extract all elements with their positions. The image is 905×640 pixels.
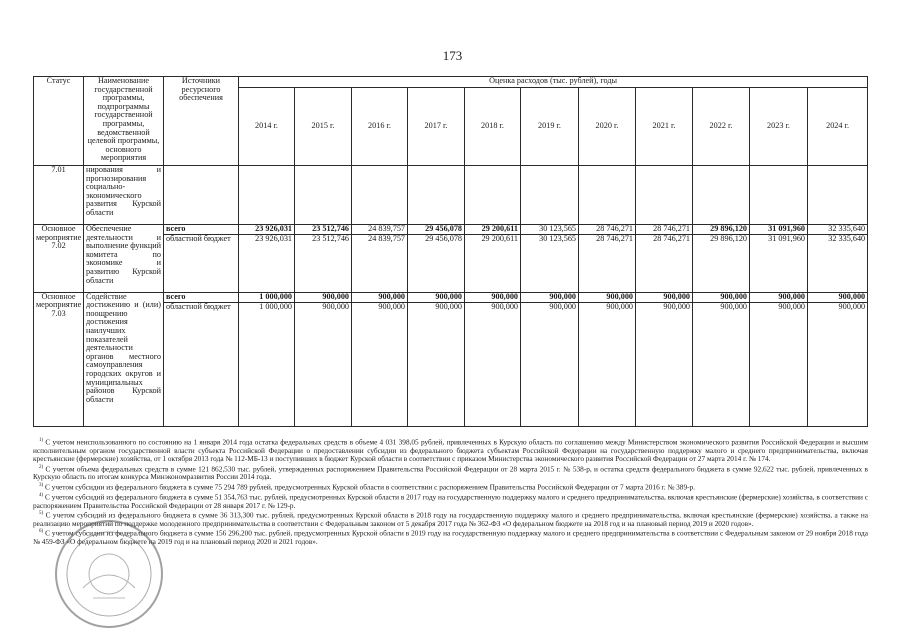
row-name: нирования и прогнозирования социально-экономического развития Курской области	[84, 166, 164, 225]
header-year: 2019 г.	[521, 88, 579, 166]
table-cell: 31 091,960	[750, 234, 808, 292]
table-cell: 900,000	[579, 302, 636, 426]
table-cell: 900,000	[465, 302, 521, 426]
header-year: 2015 г.	[295, 88, 352, 166]
table-cell: 900,000	[465, 292, 521, 302]
table-cell: 30 123,565	[521, 234, 579, 292]
header-status: Статус	[34, 77, 84, 166]
table-cell: 900,000	[808, 292, 868, 302]
table-cell: 28 746,271	[579, 234, 636, 292]
header-year: 2023 г.	[750, 88, 808, 166]
table-cell: 30 123,565	[521, 225, 579, 235]
table-cell: 900,000	[579, 292, 636, 302]
table-cell: 900,000	[408, 302, 465, 426]
table-cell: 28 746,271	[636, 225, 693, 235]
seal-stamp	[53, 518, 165, 630]
row-name: Содействие достижению и (или) поощрению достижения наилучших показателей деятельности органов местного самоуправления городских округов и муниципальных районов Курской области	[84, 292, 164, 426]
table-row	[34, 225, 868, 235]
table-cell: 29 200,611	[465, 234, 521, 292]
footnote: $^{4)}$ С учетом субсидий из федерального бюджета в сумме 51 354,763 тыс. рублей, предусмотренных Курской области в 2017 году на государственную поддержку малого и среднего предпринимательства, включая крестьянские (фермерские) хозяйства, в соответствии с распоряжением Правительства Российской Федерации от 28 января 2017 г. № 129-р.	[33, 492, 868, 510]
table-row	[34, 292, 868, 302]
table-cell: 900,000	[352, 302, 408, 426]
table-cell: 900,000	[636, 302, 693, 426]
header-year: 2022 г.	[693, 88, 750, 166]
table-cell: 28 746,271	[579, 225, 636, 235]
table-cell: 900,000	[408, 292, 465, 302]
table-cell: 29 896,120	[693, 234, 750, 292]
source-regional: областной бюджет	[164, 302, 239, 426]
source-total: всего	[164, 225, 239, 235]
header-year: 2020 г.	[579, 88, 636, 166]
table-cell: 900,000	[352, 292, 408, 302]
header-year: 2024 г.	[808, 88, 868, 166]
table-cell: 900,000	[636, 292, 693, 302]
source-regional: областной бюджет	[164, 234, 239, 292]
footnote: $^{3)}$ С учетом субсидии из федерального бюджета в сумме 75 294 789 рублей, предусмотренных Курской области в соответствии с распоряжением Правительства Российской Федерации от 7 марта 2016 г. № 389-р.	[39, 482, 696, 492]
table-cell: 29 456,078	[408, 234, 465, 292]
table-cell: 24 839,757	[352, 234, 408, 292]
row-status: 7.01	[34, 166, 84, 225]
table-cell: 23 512,746	[295, 225, 352, 235]
table-row	[34, 166, 868, 225]
table-cell: 900,000	[693, 302, 750, 426]
footnote: $^{6)}$ С учетом субсидии из федерального бюджета в сумме 156 296,200 тыс. рублей, предусмотренных Курской области в 2019 году на государственную поддержку малого и среднего предпринимательства в соответствии с Федеральным законом от 29 ноября 2018 года № 459-ФЗ «О федеральном бюджете на 2019 год и на плановый период 2020 и 2021 годов».	[33, 528, 868, 546]
table-cell: 900,000	[808, 302, 868, 426]
table-cell: 23 926,031	[239, 234, 295, 292]
header-sources: Источники ресурсного обеспечения	[164, 77, 239, 166]
footnote: $^{2)}$ С учетом объема федеральных средств в сумме 121 862,530 тыс. рублей, утвержденных распоряжением Правительства Российской Федерации от 28 марта 2015 г. № 538-р, и остатка средств федерального бюджета в сумме 92,622 тыс. рублей, привлеченных в Курскую область по итогам конкурса Минэкономразвития России 2014 года.	[33, 464, 868, 482]
header-estimate: Оценка расходов (тыс. рублей), годы	[239, 77, 868, 88]
row-name: Обеспечение деятельности и выполнение функций комитета по экономике и развитию Курской области	[84, 225, 164, 293]
header-year: 2017 г.	[408, 88, 465, 166]
table-cell: 32 335,640	[808, 234, 868, 292]
table-cell: 23 512,746	[295, 234, 352, 292]
table-cell: 29 896,120	[693, 225, 750, 235]
table-cell: 31 091,960	[750, 225, 808, 235]
table-cell: 24 839,757	[352, 225, 408, 235]
table-cell: 900,000	[693, 292, 750, 302]
table-cell: 29 200,611	[465, 225, 521, 235]
table-cell: 900,000	[521, 292, 579, 302]
row-status: Основное мероприятие 7.03	[34, 292, 84, 426]
header-name: Наименование государственной программы, подпрограммы государственной программы, ведомственной целевой программы, основного мероприятия	[84, 77, 164, 166]
footnote: $^{1)}$ С учетом неиспользованного по состоянию на 1 января 2014 года остатка федеральных средств в объеме 4 031 398,05 рублей, привлеченных в Курскую область по соглашению между Министерством экономического развития Российской Федерации и высшим исполнительным органом государственной власти субъекта Российской Федерации о предоставлении субсидии из федерального бюджета субъектам Российской Федерации на государственную поддержку малого и среднего предпринимательства, включая крестьянские (фермерские) хозяйства, от 1 октября 2013 года № 112-МБ-13 и поступивших в бюджет Курской области в соответствии с приказом Министерства экономического развития Российской Федерации от 27 марта 2014 г. № 174.	[33, 437, 868, 464]
table-cell: 900,000	[750, 292, 808, 302]
table-cell: 29 456,078	[408, 225, 465, 235]
table-cell: 900,000	[521, 302, 579, 426]
header-year: 2021 г.	[636, 88, 693, 166]
table-cell: 32 335,640	[808, 225, 868, 235]
header-year: 2018 г.	[465, 88, 521, 166]
footnote: $^{5)}$ С учетом субсидий из федерального бюджета в сумме 36 313,300 тыс. рублей, предусмотренных Курской области в 2018 году на государственную поддержку малого и среднего предпринимательства, включая крестьянские (фермерские) хозяйства, а также на реализацию мероприятий по поддержке молодежного предпринимательства в соответствии с Федеральным законом от 5 декабря 2017 года № 362-ФЗ «О федеральном бюджете на 2018 год и на плановый период 2019 и 2020 годов».	[33, 510, 869, 528]
page-number: 173	[442, 48, 463, 63]
table-cell: 900,000	[295, 292, 352, 302]
table-cell: 1 000,000	[239, 302, 295, 426]
budget-table	[33, 76, 868, 427]
table-cell: 900,000	[295, 302, 352, 426]
source-total: всего	[164, 292, 239, 302]
table-cell: 23 926,031	[239, 225, 295, 235]
table-cell: 1 000,000	[239, 292, 295, 302]
table-cell: 28 746,271	[636, 234, 693, 292]
row-status: Основное мероприятие 7.02	[34, 225, 84, 293]
header-year: 2014 г.	[239, 88, 295, 166]
header-row	[34, 77, 868, 88]
header-year: 2016 г.	[352, 88, 408, 166]
table-cell: 900,000	[750, 302, 808, 426]
